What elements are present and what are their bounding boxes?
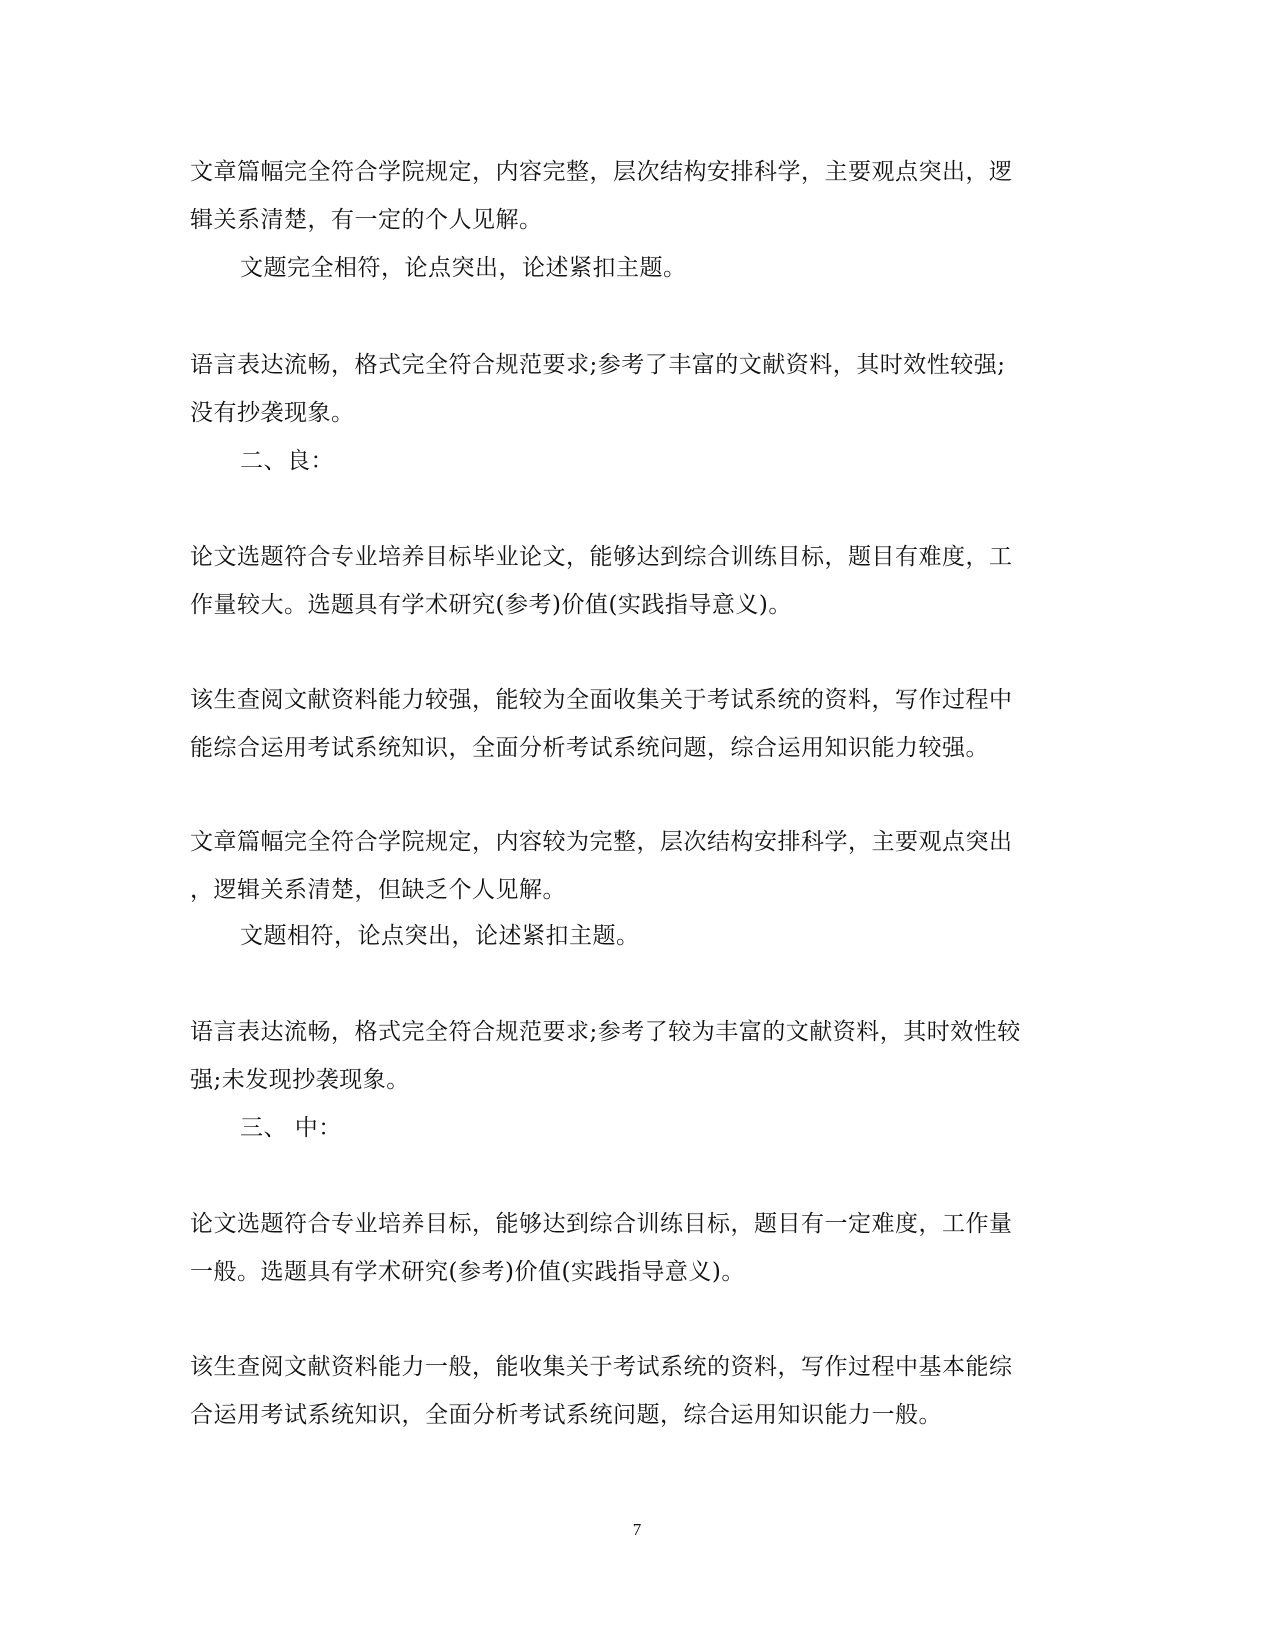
paragraph-12 bbox=[190, 1343, 1070, 1439]
paragraph-line: 作量较大。选题具有学术研究(参考)价值(实践指导意义)。 bbox=[190, 592, 792, 618]
paragraph-line: 文章篇幅完全符合学院规定，内容完整，层次结构安排科学，主要观点突出，逻 bbox=[190, 159, 1013, 185]
paragraph-line: 文题完全相符，论点突出，论述紧扣主题。 bbox=[240, 255, 687, 281]
heading-text: 三、 中： bbox=[240, 1115, 342, 1141]
section-heading-medium bbox=[240, 1104, 1120, 1152]
paragraph-line: 辑关系清楚，有一定的个人见解。 bbox=[190, 207, 543, 233]
paragraph-line: 论文选题符合专业培养目标毕业论文，能够达到综合训练目标，题目有难度，工 bbox=[190, 544, 1013, 570]
paragraph-line: 文章篇幅完全符合学院规定，内容较为完整，层次结构安排科学，主要观点突出 bbox=[190, 829, 1013, 855]
paragraph-5 bbox=[190, 533, 1070, 629]
page-number: 7 bbox=[632, 1520, 642, 1539]
paragraph-line: 该生查阅文献资料能力一般，能收集关于考试系统的资料，写作过程中基本能综 bbox=[190, 1354, 1013, 1380]
paragraph-line: 强;未发现抄袭现象。 bbox=[190, 1067, 410, 1093]
paragraph-11 bbox=[190, 1200, 1070, 1296]
paragraph-2 bbox=[240, 244, 1120, 292]
paragraph-line: 论文选题符合专业培养目标，能够达到综合训练目标，题目有一定难度，工作量 bbox=[190, 1211, 1013, 1237]
paragraph-7 bbox=[190, 818, 1070, 914]
paragraph-line: 语言表达流畅，格式完全符合规范要求;参考了丰富的文献资料，其时效性较强; bbox=[190, 352, 1006, 378]
paragraph-line: ，逻辑关系清楚，但缺乏个人见解。 bbox=[190, 877, 566, 903]
paragraph-9 bbox=[190, 1008, 1070, 1104]
paragraph-line: 合运用考试系统知识，全面分析考试系统问题，综合运用知识能力一般。 bbox=[190, 1402, 942, 1428]
paragraph-line: 文题相符，论点突出，论述紧扣主题。 bbox=[240, 923, 640, 949]
paragraph-line: 语言表达流畅，格式完全符合规范要求;参考了较为丰富的文献资料，其时效性较 bbox=[190, 1019, 1021, 1045]
paragraph-line: 能综合运用考试系统知识，全面分析考试系统问题，综合运用知识能力较强。 bbox=[190, 735, 989, 761]
paragraph-6 bbox=[190, 676, 1070, 772]
paragraph-3 bbox=[190, 341, 1070, 437]
heading-text: 二、良： bbox=[240, 448, 334, 474]
paragraph-1 bbox=[190, 148, 1070, 244]
paragraph-line: 该生查阅文献资料能力较强，能较为全面收集关于考试系统的资料，写作过程中 bbox=[190, 687, 1013, 713]
paragraph-line: 一般。选题具有学术研究(参考)价值(实践指导意义)。 bbox=[190, 1259, 745, 1285]
paragraph-line: 没有抄袭现象。 bbox=[190, 400, 355, 426]
paragraph-8 bbox=[240, 912, 1120, 960]
section-heading-good bbox=[240, 437, 1120, 485]
